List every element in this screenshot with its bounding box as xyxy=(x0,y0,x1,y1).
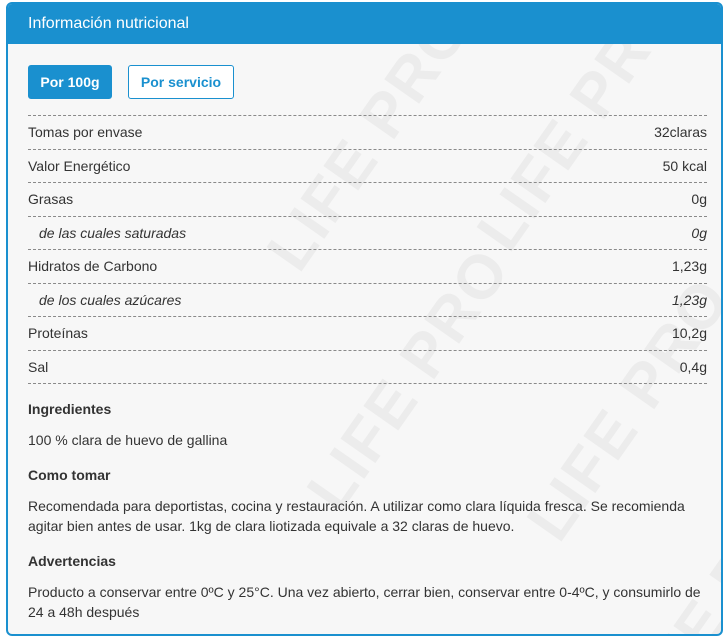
table-row xyxy=(28,350,707,385)
tab-group xyxy=(28,65,707,99)
panel-body xyxy=(8,44,721,622)
ingredients-text: 100 % clara de huevo de gallina xyxy=(28,432,228,448)
row-value: 10,2g xyxy=(671,325,707,342)
warnings-heading: Advertencias xyxy=(28,553,116,569)
row-label: de los cuales azúcares xyxy=(39,291,182,308)
row-label: Hidratos de Carbono xyxy=(28,258,158,275)
row-value: 32claras xyxy=(654,124,707,141)
row-label: Sal xyxy=(28,358,49,375)
how-to-take-heading: Como tomar xyxy=(28,467,111,483)
table-row xyxy=(28,182,707,216)
row-label: Proteínas xyxy=(28,325,88,342)
table-row xyxy=(28,316,707,350)
warnings-text: Producto a conservar entre 0ºC y 25°C. Una vez abierto, cerrar bien, conservar entre 0-4ºC, y consumirlo de 24 a 48h después xyxy=(28,584,701,620)
tab-per-100g[interactable]: Por 100g xyxy=(28,65,112,99)
table-row xyxy=(28,283,707,317)
row-label: Tomas por envase xyxy=(28,124,143,141)
tab-per-serving[interactable]: Por servicio xyxy=(128,65,234,99)
table-row xyxy=(28,249,707,283)
row-value: 0g xyxy=(691,191,707,208)
nutrition-panel xyxy=(6,2,723,636)
table-row xyxy=(28,216,707,250)
ingredients-heading: Ingredientes xyxy=(28,401,112,417)
nutrition-table xyxy=(28,115,707,384)
how-to-take-text: Recomendada para deportistas, cocina y restauración. A utilizar como clara líquida fresca. Se recomienda agitar bien antes de usar. 1kg de clara liotizada equivale a 32 claras de huevo. xyxy=(28,498,685,534)
row-value: 0g xyxy=(691,224,707,241)
row-value: 1,23g xyxy=(671,258,707,275)
row-label: Valor Energético xyxy=(28,157,131,174)
table-row xyxy=(28,149,707,183)
row-value: 0,4g xyxy=(679,358,707,375)
table-row xyxy=(28,115,707,149)
row-label: de las cuales saturadas xyxy=(39,224,187,241)
panel-title: Información nutricional xyxy=(8,4,721,44)
row-value: 50 kcal xyxy=(662,157,707,174)
row-label: Grasas xyxy=(28,191,74,208)
row-value: 1,23g xyxy=(671,291,707,308)
